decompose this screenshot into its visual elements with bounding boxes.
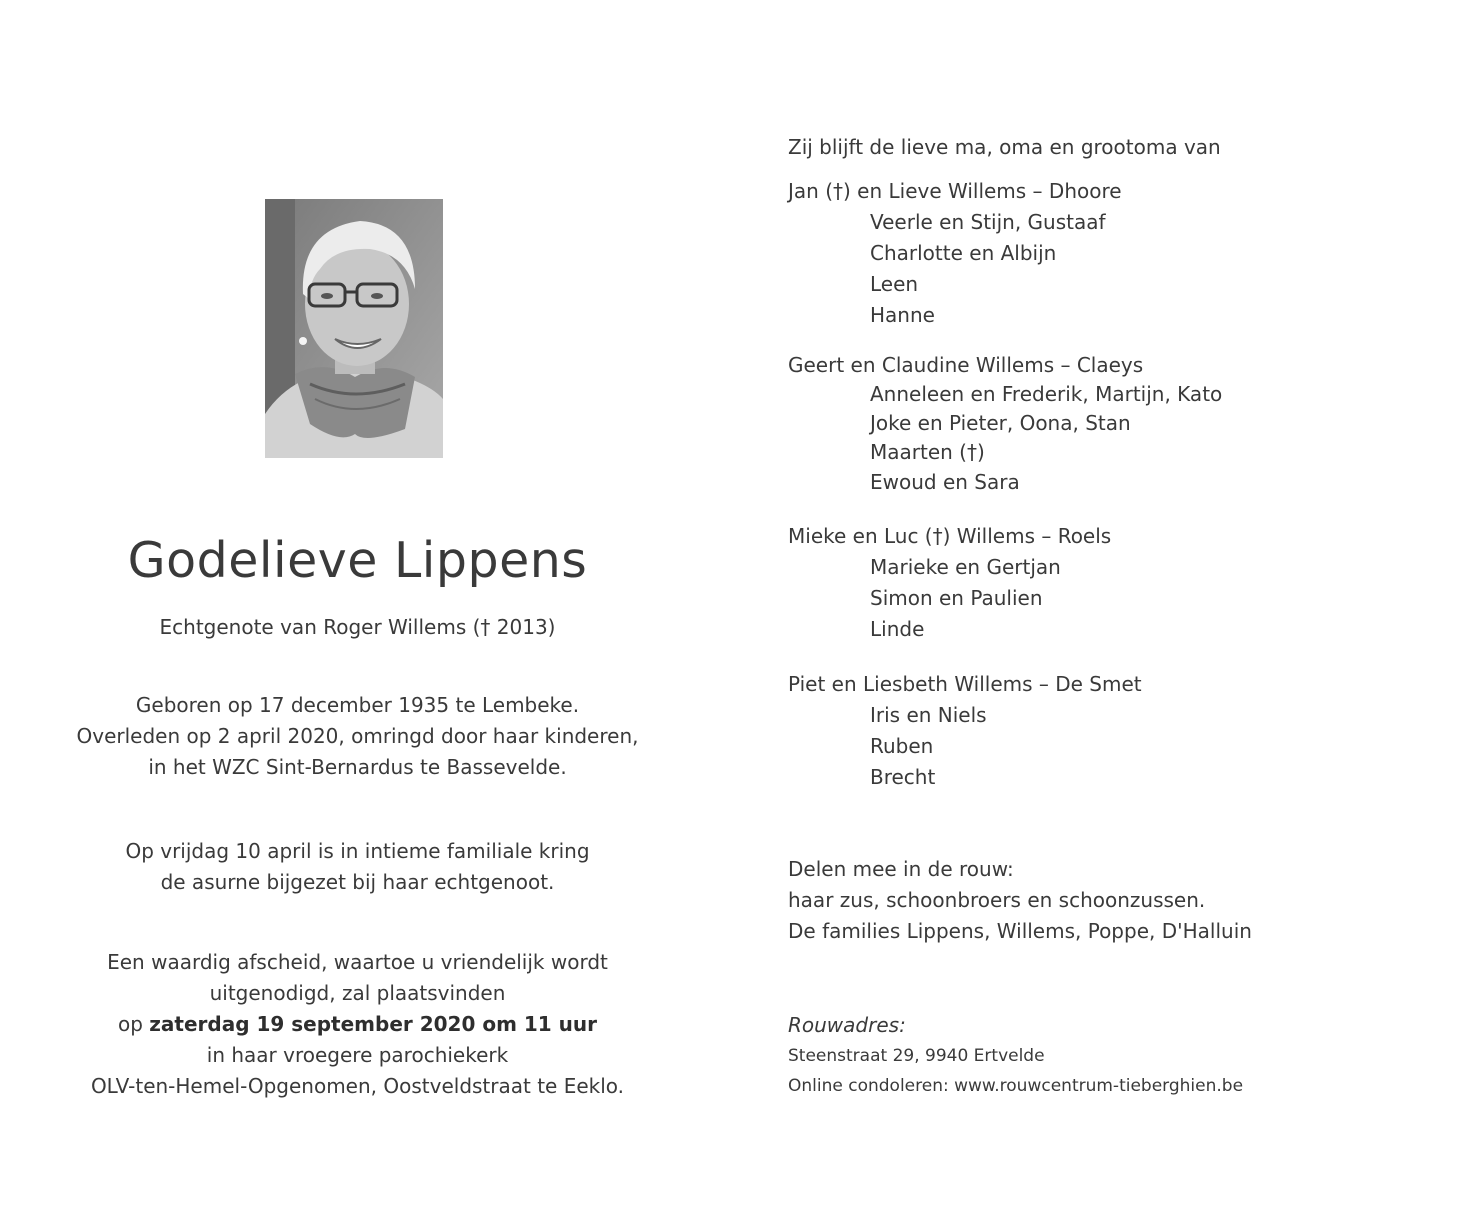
farewell-line-4: in haar vroegere parochiekerk xyxy=(206,1043,509,1067)
family-member: Hanne xyxy=(870,303,935,327)
family-member: Brecht xyxy=(870,765,936,789)
family-member: Maarten (†) xyxy=(870,440,985,464)
family-intro: Zij blijft de lieve ma, oma en grootoma van xyxy=(788,135,1221,159)
farewell-line-1: Een waardig afscheid, waartoe u vriendelijk wordt xyxy=(107,950,608,974)
family-group-head: Geert en Claudine Willems – Claeys xyxy=(788,353,1144,377)
contact-online: Online condoleren: www.rouwcentrum-tieberghien.be xyxy=(788,1076,1244,1096)
deceased-name: Godelieve Lippens xyxy=(127,532,588,589)
burial-line-2: de asurne bijgezet bij haar echtgenoot. xyxy=(160,870,555,894)
burial-line-1: Op vrijdag 10 april is in intieme familiale kring xyxy=(125,839,590,863)
family-group-head: Jan (†) en Lieve Willems – Dhoore xyxy=(788,179,1122,203)
family-member: Joke en Pieter, Oona, Stan xyxy=(870,411,1131,435)
farewell-date-prefix: op xyxy=(117,1012,150,1036)
portrait-photo xyxy=(265,199,443,458)
family-member: Linde xyxy=(870,617,925,641)
family-member: Marieke en Gertjan xyxy=(870,555,1061,579)
death-line: Overleden op 2 april 2020, omringd door haar kinderen, xyxy=(76,724,639,748)
farewell-line-2: uitgenodigd, zal plaatsvinden xyxy=(209,981,506,1005)
family-member: Iris en Niels xyxy=(870,703,987,727)
mourning-siblings: haar zus, schoonbroers en schoonzussen. xyxy=(788,888,1206,912)
farewell-date-line xyxy=(0,1009,715,1040)
contact-label: Rouwadres: xyxy=(788,1013,906,1037)
death-place-line: in het WZC Sint-Bernardus te Bassevelde. xyxy=(148,755,567,779)
family-group-head: Piet en Liesbeth Willems – De Smet xyxy=(788,672,1142,696)
farewell-date: zaterdag 19 september 2020 om 11 uur xyxy=(149,1012,598,1036)
birth-line: Geboren op 17 december 1935 te Lembeke. xyxy=(135,693,580,717)
family-member: Charlotte en Albijn xyxy=(870,241,1057,265)
family-member: Leen xyxy=(870,272,919,296)
family-member: Ewoud en Sara xyxy=(870,470,1020,494)
spouse-line: Echtgenote van Roger Willems († 2013) xyxy=(159,615,556,639)
family-member: Veerle en Stijn, Gustaaf xyxy=(870,210,1106,234)
family-member: Simon en Paulien xyxy=(870,586,1043,610)
family-member: Ruben xyxy=(870,734,934,758)
portrait-image xyxy=(265,199,443,458)
mourning-families: De families Lippens, Willems, Poppe, D'Halluin xyxy=(788,919,1252,943)
left-panel xyxy=(0,0,715,1214)
farewell-church-line: OLV-ten-Hemel-Opgenomen, Oostveldstraat te Eeklo. xyxy=(90,1074,625,1098)
family-group-head: Mieke en Luc (†) Willems – Roels xyxy=(788,524,1112,548)
right-panel xyxy=(788,0,1448,1214)
family-member: Anneleen en Frederik, Martijn, Kato xyxy=(870,382,1223,406)
mourning-intro: Delen mee in de rouw: xyxy=(788,857,1014,881)
contact-address: Steenstraat 29, 9940 Ertvelde xyxy=(788,1046,1045,1066)
